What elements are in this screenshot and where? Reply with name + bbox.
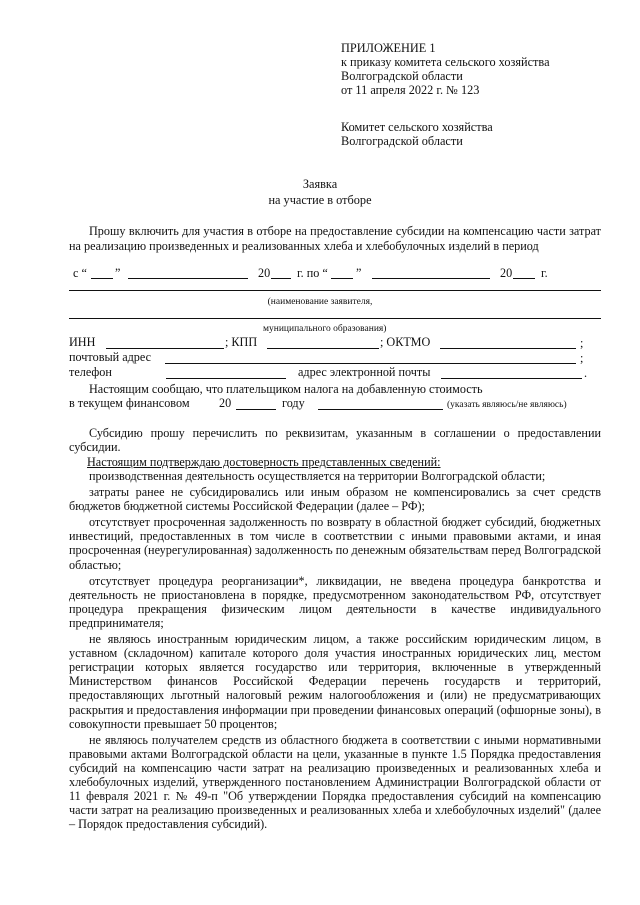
semicolon: ; <box>580 336 584 350</box>
year-suffix: г. <box>541 266 548 280</box>
phone-field[interactable] <box>166 378 286 379</box>
kpp-label: ; КПП <box>225 335 258 349</box>
postal-address-field[interactable] <box>165 363 576 364</box>
quote-mark: ” <box>115 266 121 280</box>
addressee-block <box>341 120 621 148</box>
confirmation-heading: Настоящим подтверждаю достоверность представленных сведений: <box>87 455 441 469</box>
addressee-line: Комитет сельского хозяйства <box>341 120 493 134</box>
kpp-field[interactable] <box>267 348 379 349</box>
list-item: производственная деятельность осуществляется на территории Волгоградской области; <box>89 469 546 483</box>
vat-year-prefix: 20 <box>219 396 232 410</box>
inn-field[interactable] <box>106 348 224 349</box>
vat-year-label: году <box>282 396 305 410</box>
email-field[interactable] <box>441 378 582 379</box>
request-paragraph: Прошу включить для участия в отборе на предоставление субсидии на компенсацию части затрат на реализацию произведенных и реализованных хлеба и хлебобулочных изделий в период <box>69 224 601 253</box>
month-field[interactable] <box>128 278 248 279</box>
applicant-name-field[interactable] <box>69 290 601 291</box>
list-item: не являюсь иностранным юридическим лицом, а также российским юридическим лицом, в уставном (складочном) капитале которого доля участия иностранных юридических лиц, местом регистрации которых является государство или территория, включенные в утвержденный Министерством финансов Российской Федерации перечень государств и территорий, предоставляющих льготный налоговый режим налогообложения и (или) не предусматривающих раскрытия и предоставления информации при проведении финансовых операций (офшорные зоны), в совокупности превышает 50 процентов; <box>69 632 601 731</box>
appendix-title: ПРИЛОЖЕНИЕ 1 <box>341 41 436 55</box>
vat-statement: Настоящим сообщаю, что плательщиком налога на добавленную стоимость <box>89 382 483 396</box>
addressee-line: Волгоградской области <box>341 134 463 148</box>
applicant-caption: (наименование заявителя, <box>267 297 373 307</box>
document-subtitle: на участие в отборе <box>268 193 372 207</box>
list-item: затраты ранее не субсидировались или иным образом не компенсировались за счет средств бюджетов бюджетной системы Российской Федерации (далее – РФ); <box>69 485 601 514</box>
appendix-date: от 11 апреля 2022 г. № 123 <box>341 83 480 97</box>
year-field[interactable] <box>271 278 291 279</box>
appendix-block <box>341 41 621 97</box>
postal-label: почтовый адрес <box>69 350 152 364</box>
list-item: отсутствует процедура реорганизации*, ликвидации, не введена процедура банкротства и деятельность не приостановлена в порядке, предусмотренном законодательством РФ, отсутствует процедура прекращения физическим лицом деятельности в качестве индивидуального предпринимателя; <box>69 573 601 630</box>
month-field[interactable] <box>372 278 490 279</box>
dot: . <box>584 366 588 380</box>
list-item: отсутствует просроченная задолженность по возврату в областной бюджет субсидий, бюджетных инвестиций, предоставленных в том числе в соответствии с иными правовыми актами, и иная просроченная (неурегулированная) задолженность по денежным обязательствам перед Волгоградской областью; <box>69 515 601 572</box>
appendix-line: Волгоградской области <box>341 69 463 83</box>
inn-label: ИНН <box>69 335 96 349</box>
municipality-caption: муниципального образования) <box>263 324 387 334</box>
appendix-line: к приказу комитета сельского хозяйства <box>341 55 550 69</box>
document-title: Заявка <box>302 177 338 191</box>
subsidy-paragraph: Субсидию прошу перечислить по реквизитам, указанным в соглашении о предоставлении субсидии. <box>69 426 601 454</box>
list-item: не являюсь получателем средств из областного бюджета в соответствии с иными нормативными правовыми актами Волгоградской области на цели, указанные в пункте 1.5 Порядка предоставления субсидий на компенсацию части затрат на реализацию произведенных и реализованных хлеба и хлебобулочных изделий, утвержденного постановлением Администрации Волгоградской области от 11 февраля 2021 г. № 49-п "Об утверждении Порядка предоставления субсидий на компенсацию части затрат на реализацию произведенных и реализованных хлеба и хлебобулочных изделий" (далее – Порядок предоставления субсидий). <box>69 732 601 832</box>
period-from-label: с “ <box>73 266 87 280</box>
year-prefix: 20 <box>258 266 271 280</box>
vat-note: (указать являюсь/не являюсь) <box>447 400 567 410</box>
oktmo-label: ; ОКТМО <box>380 335 431 349</box>
semicolon: ; <box>580 351 584 365</box>
year-prefix: 20 <box>500 266 513 280</box>
quote-mark: ” <box>356 266 362 280</box>
day-field[interactable] <box>91 278 113 279</box>
vat-year-field[interactable] <box>236 409 276 410</box>
period-to-label: г. по “ <box>297 266 328 280</box>
vat-status-field[interactable] <box>318 409 443 410</box>
oktmo-field[interactable] <box>440 348 576 349</box>
day-field[interactable] <box>331 278 353 279</box>
confirmation-list <box>69 469 601 831</box>
vat-fiscal-label: в текущем финансовом <box>69 396 190 410</box>
year-field[interactable] <box>513 278 535 279</box>
applicant-municipality-field[interactable] <box>69 318 601 319</box>
phone-label: телефон <box>69 365 112 379</box>
email-label: адрес электронной почты <box>298 365 431 379</box>
